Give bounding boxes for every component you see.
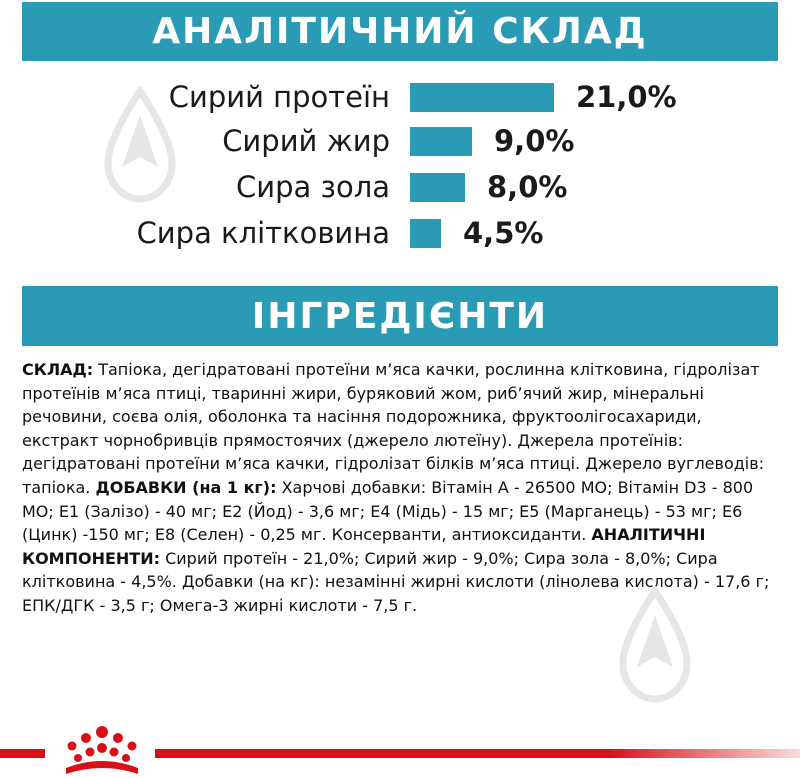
bar-category-label: Сирий протеїн <box>168 80 390 114</box>
bar-category-label: Сира клітковина <box>136 216 390 250</box>
bar-value-label: 9,0% <box>494 124 575 158</box>
footer-stripe-left <box>0 749 45 758</box>
watermark-drop-icon <box>615 585 695 705</box>
bar-value-label: 8,0% <box>487 170 568 204</box>
watermark-drop-icon <box>100 85 180 205</box>
bar-mark <box>410 127 472 156</box>
bar-value-label: 21,0% <box>576 80 677 114</box>
bar-mark <box>410 173 465 202</box>
bar-mark <box>410 219 441 248</box>
ingredients-header-band <box>22 286 778 346</box>
bar-category-label: Сирий жир <box>222 124 390 158</box>
bar-mark <box>410 83 554 112</box>
analytical-components-text: Сирий протеїн - 21,0%; Сирий жир - 9,0%; Сира зола - 8,0%; Сира клітковина - 4,5%. Добавки (на кг): незамінні жирні кислоти (лінолева кислота) - 17,6 г; ЕПК/ДГК - 3,5 г; Омега-3 жирні кислоти - 7,5 г. <box>22 548 770 615</box>
footer-stripe <box>155 749 800 758</box>
royal-canin-crown-logo <box>52 724 152 776</box>
bar-category-label: Сира зола <box>236 170 390 204</box>
ingredients-title: ІНГРЕДІЄНТИ <box>251 295 549 337</box>
ingredients-text <box>22 358 782 618</box>
analytical-components-label: АНАЛІТИЧНІ КОМПОНЕНТИ: <box>22 525 706 568</box>
sklad-text: Тапіока, дегідратовані протеїни м’яса качки, рослинна клітковина, гідролізат протеїнів м’яса птиці, тваринні жири, буряковий жом, риб’ячий жир, мінеральні речовини, соєва олія, оболонка та насіння подорожника, фруктоолігосахариди, екстракт чорнобривців прямостоячих (джерело лютеїну). Джерела протеїнів: дегідратовані протеїни м’яса качки, гідролізат білків м’яса птиці. Джерело вуглеводів: тапіока. <box>22 360 765 497</box>
analytical-title: АНАЛІТИЧНИЙ СКЛАД <box>152 11 648 52</box>
sklad-label: СКЛАД: <box>22 360 94 379</box>
dobavky-text: Харчові добавки: Вітамін А - 26500 МО; Вітамін D3 - 800 МО; E1 (Залізо) - 40 мг; E2 (Йод) - 3,6 мг; E4 (Мідь) - 15 мг; E5 (Марганець) - 53 мг; E6 (Цинк) -150 мг; E8 (Селен) - 0,25 мг. Консерванти, антиоксиданти. <box>22 477 754 545</box>
bar-value-label: 4,5% <box>463 216 544 250</box>
dobavky-label: ДОБАВКИ (на 1 кг): <box>95 477 277 497</box>
